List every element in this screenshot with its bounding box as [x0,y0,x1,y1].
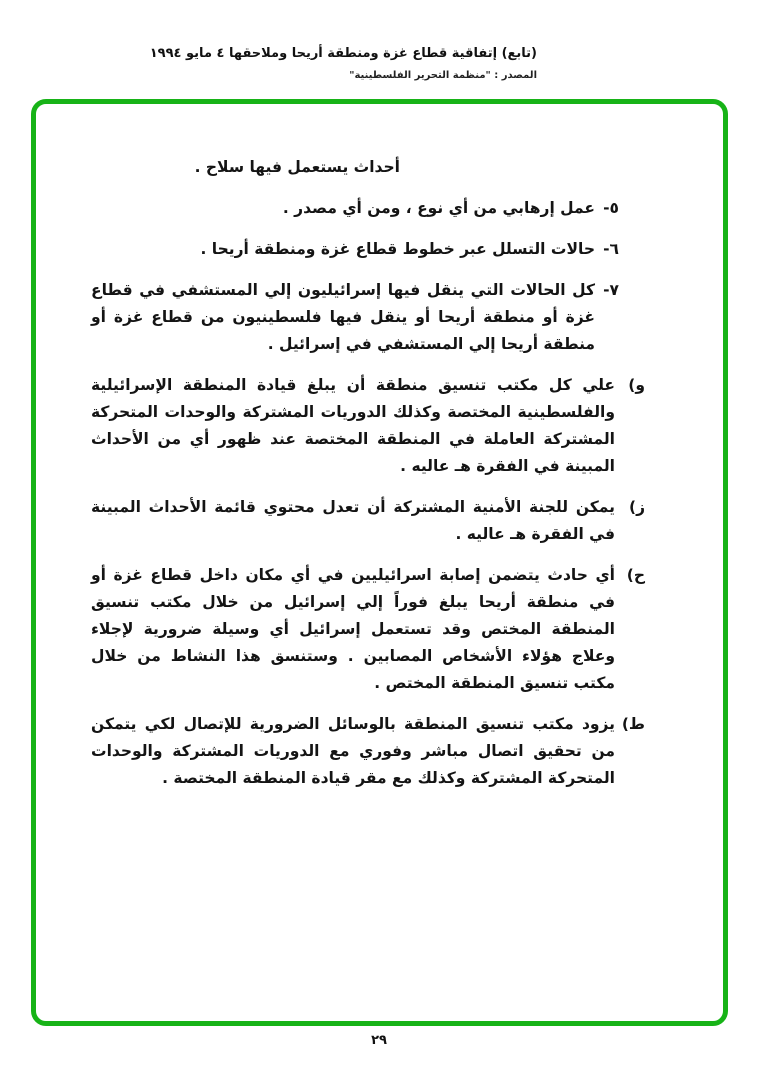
item-marker: ٧- [603,281,619,299]
content-frame [31,99,728,1026]
document-source: المصدر : "منظمة التحرير الفلسطينية" [349,70,537,81]
item-marker: ٦- [603,240,619,258]
item-marker: ط) [621,715,645,733]
item-text: علي كل مكتب تنسيق منطقة أن يبلغ قيادة المنطقة الإسرائيلية والفلسطينية المختصة وكذلك الدوريات المشتركة والوحدات المتحركة المشتركة العاملة في المنطقة المختصة عند ظهور أي من الأحداث المبينة في الفقرة هـ عاليه . [91,376,615,475]
page-number: ٢٩ [371,1033,387,1048]
page-header [150,46,537,81]
item-marker: ٥- [603,199,619,217]
document-body [36,104,723,792]
item-marker: ز) [628,498,645,516]
numbered-item-6 [91,236,619,263]
numbered-item-5 [91,195,619,222]
document-title: (تابع) إتفاقية قطاع غزة ومنطقة أريحا وملاحقها ٤ مايو ١٩٩٤ [149,46,537,61]
item-text: يزود مكتب تنسيق المنطقة بالوسائل الضرورية للإتصال لكي يتمكن من تحقيق اتصال مباشر وفوري مع الدوريات المشتركة والوحدات المتحركة المشتركة وكذلك مع مقر قيادة المنطقة المختصة . [91,715,615,787]
item-text: كل الحالات التي ينقل فيها إسرائيليون إلي المستشفي في قطاع غزة أو منطقة أريحا أو ينقل فيها فلسطينيون من قطاع غزة أو منطقة أريحا إلي المستشفي في إسرائيل . [91,281,595,353]
item-marker: و) [628,376,645,394]
item-text: يمكن للجنة الأمنية المشتركة أن تعدل محتوي قائمة الأحداث المبينة في الفقرة هـ عاليه . [91,498,615,543]
lettered-item-hah [91,562,645,697]
item-text: حالات التسلل عبر خطوط قطاع غزة ومنطقة أريحا . [200,240,595,258]
item-marker: ح) [626,566,645,584]
lettered-item-waw [91,372,645,480]
lettered-item-tah [91,711,645,792]
lettered-item-zay [91,494,645,548]
item-text: عمل إرهابي من أي نوع ، ومن أي مصدر . [282,199,595,217]
page-footer [0,1033,758,1048]
numbered-item-7 [91,277,619,358]
item-text: أي حادث يتضمن إصابة اسرائيليين في أي مكان داخل قطاع غزة أو في منطقة أريحا يبلغ فوراً إلي إسرائيل من خلال مكتب تنسيق المنطقة المختص وقد تستعمل إسرائيل أي وسيلة ضرورية لإجلاء وعلاج هؤلاء الأشخاص المصابين . وستنسق هذا النشاط من خلال مكتب تنسيق المنطقة المختص . [91,566,615,692]
continuation-line: أحداث يستعمل فيها سلاح . [194,158,400,176]
